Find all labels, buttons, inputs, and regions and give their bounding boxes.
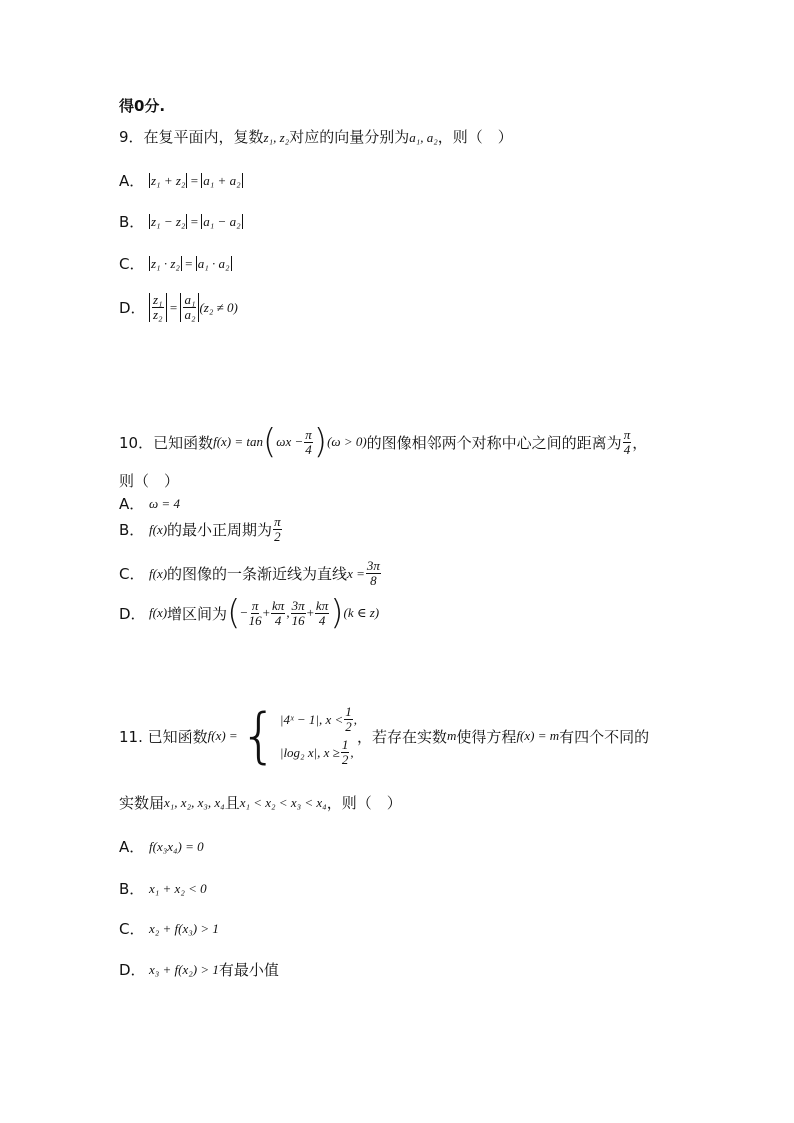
- q10-option-d[interactable]: D． f(x) 增区间为 ( − $\frac{\pi}{16}$ + $\frac{k\pi}{4}$ , $\frac{3\pi}{16}$ + $\frac{k\pi}{4}$ ) (k ∈ z): [119, 593, 380, 633]
- q9-stem: 9．在复平面内，复数z₁, z₂对应的向量分别为a₁, a₂，则（ ）: [119, 128, 513, 146]
- q11-option-c[interactable]: C． x₂ + f(x₃) > 1: [119, 920, 219, 938]
- score-note: 得0分.: [119, 97, 166, 115]
- q11-option-d[interactable]: D． x₃ + f(x₂) > 1 有最小值: [119, 961, 279, 979]
- q9-option-c[interactable]: C． z₁ · z₂ = a₁ · a₂: [119, 255, 230, 273]
- q11-option-b[interactable]: B． x₁ + x₂ < 0: [119, 880, 207, 898]
- q10-stem: 10．已知函数 f(x) = tan ( ωx − $\frac{\pi}{4}$ ) (ω > 0) 的图像相邻两个对称中心之间的距离为 $\frac{\pi}{4}$ ，: [119, 422, 648, 462]
- q11-stem-line2: 实数届 x₁, x₂, x₃, x₄ 且 x₁ < x₂ < x₃ < x₄ ，则（ ）: [119, 794, 402, 812]
- q10-option-a[interactable]: A． ω = 4: [119, 495, 180, 513]
- q10-option-c[interactable]: C． f(x) 的图像的一条渐近线为直线 x = $\frac{3\pi}{8}$: [119, 558, 380, 588]
- q11-stem: 11. 已知函数 f(x) = { |4ˣ − 1|, x < $\frac{1}{2}$ , |log₂ x|, x ≥ $\frac{1}{2}$ , ，若存在实数 m 使得方程 f(x) = m 有四个不同的: [119, 701, 650, 771]
- q9-option-a[interactable]: A． z₁ + z₂ = a₁ + a₂: [119, 172, 241, 190]
- q11-option-a[interactable]: A． f(x₃x₄) = 0: [119, 838, 204, 856]
- q10-stem-tail: 则（ ）: [119, 472, 180, 490]
- q9-option-d[interactable]: D． $\frac{\text{z₁}}{\text{z₂}}$ = $\frac{\text{a₁}}{\text{a₂}}$ (z₂ ≠ 0): [119, 292, 238, 322]
- q9-option-b[interactable]: B． z₁ − z₂ = a₁ − a₂: [119, 213, 241, 231]
- q10-option-b[interactable]: B． f(x) 的最小正周期为 $\frac{\pi}{2}$: [119, 514, 281, 544]
